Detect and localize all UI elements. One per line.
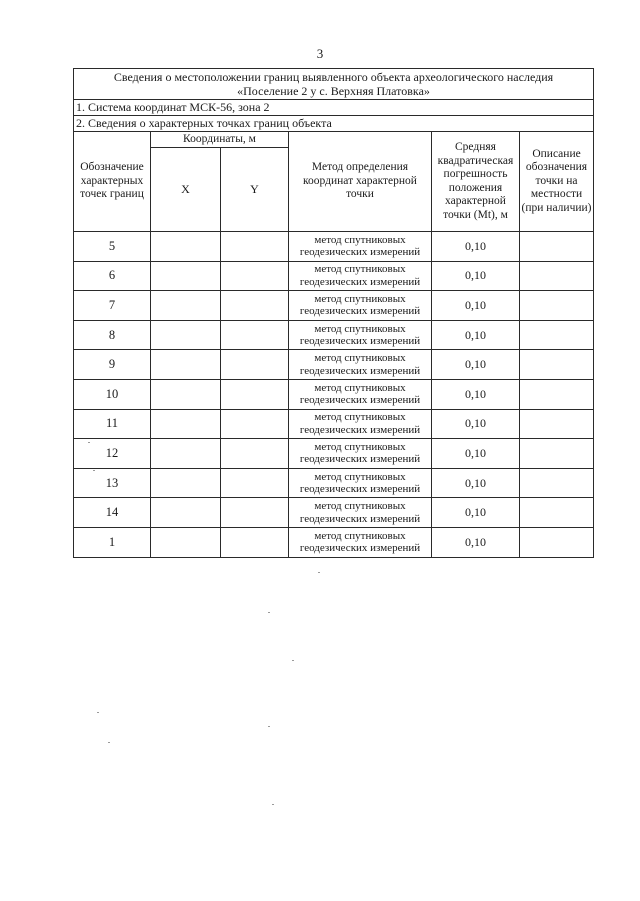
table-row [74, 291, 594, 321]
point-description [520, 291, 594, 321]
coord-x [151, 379, 221, 409]
point-description [520, 350, 594, 380]
accuracy-value: 0,10 [432, 498, 520, 528]
coord-y [221, 261, 289, 291]
method: метод спутниковых геодезических измерений [289, 468, 432, 498]
point-number: 9 [74, 350, 151, 380]
method: метод спутниковых геодезических измерений [289, 320, 432, 350]
coord-y [221, 379, 289, 409]
method: метод спутниковых геодезических измерений [289, 527, 432, 557]
coord-x [151, 261, 221, 291]
coord-x [151, 439, 221, 469]
point-description [520, 527, 594, 557]
table-row [74, 261, 594, 291]
point-number: 5 [74, 232, 151, 262]
accuracy-value: 0,10 [432, 261, 520, 291]
header-row [74, 132, 594, 148]
accuracy-value: 0,10 [432, 439, 520, 469]
point-description [520, 261, 594, 291]
point-number: 8 [74, 320, 151, 350]
method: метод спутниковых геодезических измерений [289, 379, 432, 409]
method: метод спутниковых геодезических измерений [289, 409, 432, 439]
point-number: 6 [74, 261, 151, 291]
table-title-row [74, 69, 594, 100]
coord-y [221, 468, 289, 498]
table-row [74, 498, 594, 528]
table-title-line-1: Сведения о местоположении границ выявленного объекта археологического наследия [113, 70, 554, 84]
table-row [74, 232, 594, 262]
accuracy-value: 0,10 [432, 232, 520, 262]
point-description [520, 379, 594, 409]
coord-x [151, 232, 221, 262]
coord-x [151, 527, 221, 557]
coord-y [221, 409, 289, 439]
section-row [74, 116, 594, 132]
table-row [74, 379, 594, 409]
scan-speck [272, 804, 274, 805]
coord-y [221, 232, 289, 262]
coord-x [151, 498, 221, 528]
method: метод спутниковых геодезических измерений [289, 291, 432, 321]
table-row [74, 409, 594, 439]
point-number: 1 [74, 527, 151, 557]
coord-x [151, 468, 221, 498]
point-description [520, 320, 594, 350]
accuracy-value: 0,10 [432, 379, 520, 409]
coord-y [221, 320, 289, 350]
header-accuracy: Средняя квадратическая погрешность положения характерной точки (Mt), м [432, 132, 520, 232]
accuracy-value: 0,10 [432, 527, 520, 557]
header-point: Обозначение характерных точек границ [74, 132, 151, 232]
accuracy-value: 0,10 [432, 320, 520, 350]
scan-speck [268, 726, 270, 727]
coord-y [221, 498, 289, 528]
point-number: 11 [74, 409, 151, 439]
method: метод спутниковых геодезических измерений [289, 498, 432, 528]
scan-speck [93, 470, 95, 471]
point-description [520, 468, 594, 498]
method: метод спутниковых геодезических измерений [289, 232, 432, 262]
scan-speck [318, 572, 320, 573]
method: метод спутниковых геодезических измерений [289, 350, 432, 380]
method: метод спутниковых геодезических измерений [289, 261, 432, 291]
coord-y [221, 439, 289, 469]
coord-y [221, 527, 289, 557]
section-coordinate-system: 1. Система координат МСК-56, зона 2 [74, 100, 594, 116]
page-number: 3 [316, 46, 324, 61]
coord-x [151, 320, 221, 350]
section-points-info: 2. Сведения о характерных точках границ объекта [74, 116, 594, 132]
coord-x [151, 291, 221, 321]
point-description [520, 439, 594, 469]
point-description [520, 409, 594, 439]
scan-speck [108, 742, 110, 743]
accuracy-value: 0,10 [432, 350, 520, 380]
accuracy-value: 0,10 [432, 409, 520, 439]
coord-x [151, 350, 221, 380]
table-title-line-2: «Поселение 2 у с. Верхняя Платовка» [237, 84, 430, 98]
point-number: 10 [74, 379, 151, 409]
table-row [74, 527, 594, 557]
method: метод спутниковых геодезических измерений [289, 439, 432, 469]
coord-y [221, 350, 289, 380]
scan-speck [88, 442, 90, 443]
table-row [74, 439, 594, 469]
header-x: X [151, 148, 221, 232]
header-y: Y [221, 148, 289, 232]
accuracy-value: 0,10 [432, 468, 520, 498]
point-number: 12 [74, 439, 151, 469]
point-number: 14 [74, 498, 151, 528]
section-row [74, 100, 594, 116]
table-title [74, 69, 594, 100]
scan-speck [268, 612, 270, 613]
table-row [74, 468, 594, 498]
point-number: 13 [74, 468, 151, 498]
boundary-points-table [73, 68, 594, 558]
scan-speck [292, 660, 294, 661]
header-coordinates: Координаты, м [151, 132, 289, 148]
header-method: Метод определения координат характерной точки [289, 132, 432, 232]
point-number: 7 [74, 291, 151, 321]
table-row [74, 320, 594, 350]
point-description [520, 498, 594, 528]
coord-y [221, 291, 289, 321]
point-description [520, 232, 594, 262]
header-description: Описание обозначения точки на местности (при наличии) [520, 132, 594, 232]
accuracy-value: 0,10 [432, 291, 520, 321]
coord-x [151, 409, 221, 439]
table-row [74, 350, 594, 380]
scan-speck [97, 712, 99, 713]
